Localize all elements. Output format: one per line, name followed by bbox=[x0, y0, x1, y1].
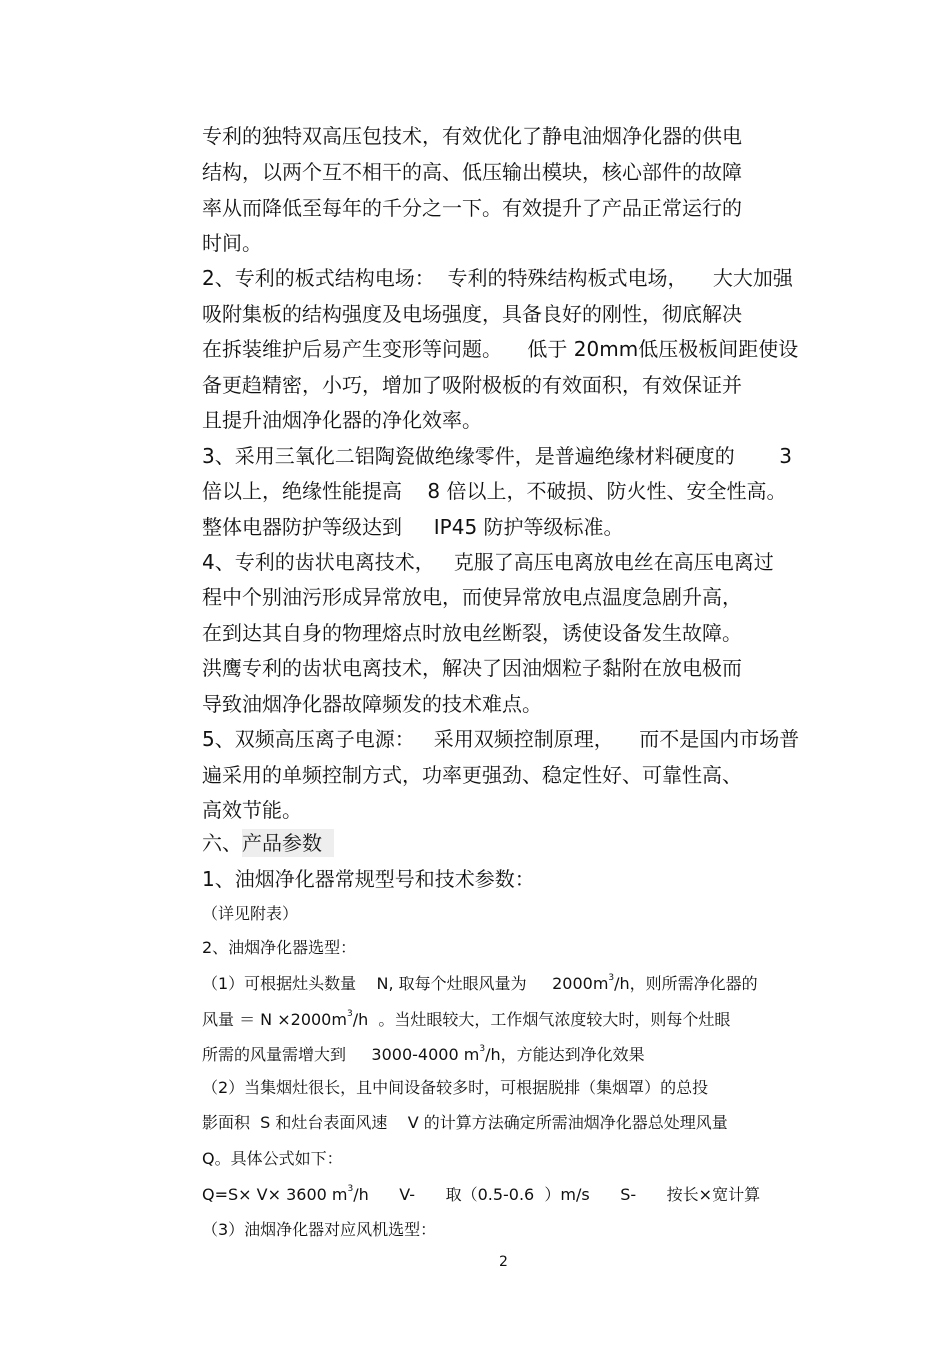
paragraph-line: 率从而降低至每年的千分之一下。有效提升了产品正常运行的 bbox=[202, 196, 742, 220]
paragraph-line: Q。具体公式如下： bbox=[202, 1149, 343, 1168]
paragraph-line: 吸附集板的结构强度及电场强度，具备良好的刚性，彻底解决 bbox=[202, 302, 742, 326]
paragraph-line: 高效节能。 bbox=[202, 798, 302, 822]
paragraph-line: （2）当集烟灶很长，且中间设备较多时，可根据脱排（集烟罩）的总投 bbox=[202, 1078, 709, 1097]
subheading: 2、油烟净化器选型： bbox=[202, 938, 357, 957]
paragraph-line: 遍采用的单频控制方式，功率更强劲、稳定性好、可靠性高、 bbox=[202, 763, 742, 787]
paragraph-line: 2、专利的板式结构电场： 专利的特殊结构板式电场， 大大加强 bbox=[202, 266, 793, 290]
paragraph-line: 整体电器防护等级达到 IP45 防护等级标准。 bbox=[202, 515, 624, 539]
section-number: 六、 bbox=[202, 831, 242, 855]
paragraph-line: （3）油烟净化器对应风机选型： bbox=[202, 1220, 437, 1239]
section-title: 产品参数 bbox=[242, 829, 334, 857]
paragraph-line: 在拆装维护后易产生变形等问题。 低于 20mm低压极板间距使设 bbox=[202, 337, 799, 361]
paragraph-line: 专利的独特双高压包技术，有效优化了静电油烟净化器的供电 bbox=[202, 124, 742, 148]
paragraph-line: 在到达其自身的物理熔点时放电丝断裂，诱使设备发生故障。 bbox=[202, 621, 742, 645]
paragraph-line: 影面积 S 和灶台表面风速 V 的计算方法确定所需油烟净化器总处理风量 bbox=[202, 1113, 728, 1132]
section-heading bbox=[202, 833, 334, 853]
paragraph-line: （详见附表） bbox=[202, 904, 299, 923]
paragraph-line: 结构，以两个互不相干的高、低压输出模块，核心部件的故障 bbox=[202, 160, 742, 184]
paragraph-line: 程中个别油污形成异常放电，而使异常放电点温度急剧升高， bbox=[202, 585, 742, 609]
paragraph-line: 洪鹰专利的齿状电离技术，解决了因油烟粒子黏附在放电极而 bbox=[202, 656, 742, 680]
paragraph-line: 5、双频高压离子电源： 采用双频控制原理， 而不是国内市场普 bbox=[202, 727, 800, 751]
page-number: 2 bbox=[499, 1254, 508, 1270]
paragraph-line: 风量 ＝ $N \times 2000m^3/h$ 。当灶眼较大，工作烟气浓度较大时，则每个灶眼 bbox=[202, 1009, 731, 1029]
paragraph-line: 3、采用三氧化二铝陶瓷做绝缘零件，是普遍绝缘材料硬度的 3 bbox=[202, 444, 792, 468]
formula-line: Q=S× V× 3600 $m^3/h$ V- 取（0.5-0.6 ）m/s S- 按长×宽计算 bbox=[202, 1184, 761, 1204]
paragraph-line: 4、专利的齿状电离技术， 克服了高压电离放电丝在高压电离过 bbox=[202, 550, 774, 574]
paragraph-line: （1）可根据灶头数量 N, 取每个灶眼风量为 $2000m^3/h$，则所需净化器的 bbox=[202, 973, 758, 993]
paragraph-line: 导致油烟净化器故障频发的技术难点。 bbox=[202, 692, 542, 716]
paragraph-line: 所需的风量需增大到 3000-4000 $m^3/h$，方能达到净化效果 bbox=[202, 1044, 645, 1064]
paragraph-line: 时间。 bbox=[202, 231, 262, 255]
paragraph-line: 倍以上，绝缘性能提高 8 倍以上，不破损、防火性、安全性高。 bbox=[202, 479, 787, 503]
subheading: 1、油烟净化器常规型号和技术参数： bbox=[202, 867, 535, 891]
paragraph-line: 备更趋精密，小巧，增加了吸附极板的有效面积，有效保证并 bbox=[202, 373, 742, 397]
paragraph-line: 且提升油烟净化器的净化效率。 bbox=[202, 408, 482, 432]
